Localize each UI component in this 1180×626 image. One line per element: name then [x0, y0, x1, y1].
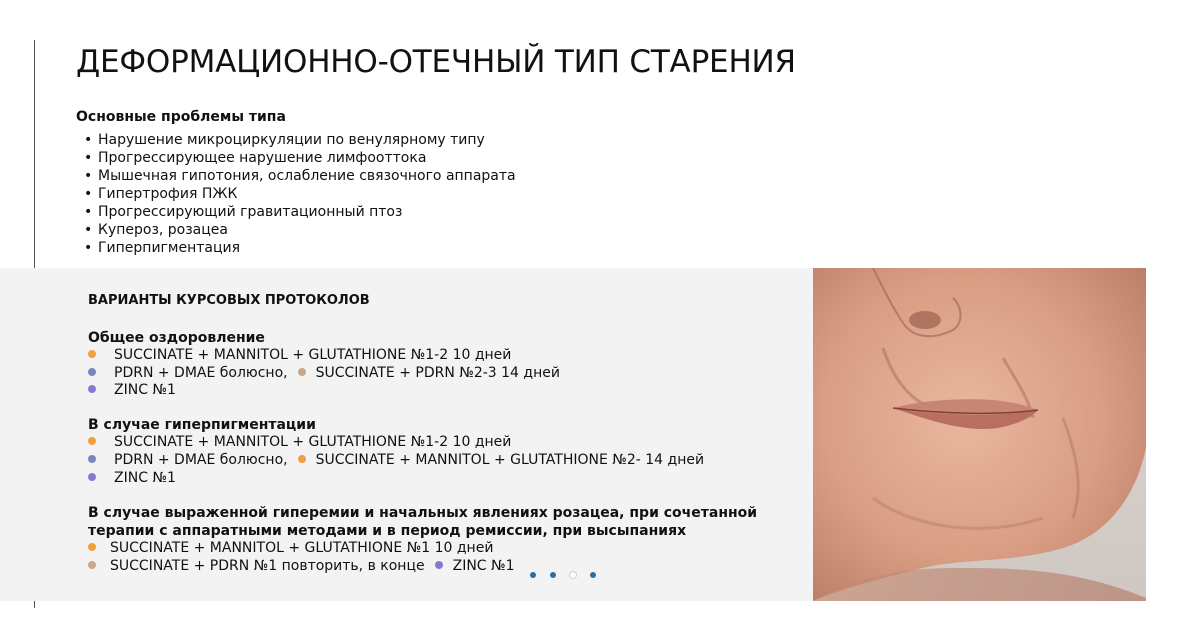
section-title-hyperpigmentation: В случае гиперпигментации [88, 417, 316, 433]
section-title-rosacea-line1: В случае выраженной гиперемии и начальных явлениях розацеа, при сочетанной [88, 505, 758, 521]
purple-dot-icon [435, 561, 443, 569]
pager-dot-active[interactable] [570, 572, 576, 578]
problems-list [84, 131, 516, 257]
protocol-row [88, 347, 511, 364]
purple-dot-icon [88, 385, 96, 393]
list-item: • Гиперпигментация [84, 239, 516, 257]
list-item: • Прогрессирующий гравитационный птоз [84, 203, 516, 221]
protocol-text: SUCCINATE + MANNITOL + GLUTATHIONE №1 10 дней [110, 540, 494, 556]
protocol-text: SUCCINATE + PDRN №1 повторить, в конце [110, 558, 425, 574]
pager-dot[interactable] [550, 572, 556, 578]
protocol-row [88, 558, 515, 575]
face-photo [813, 268, 1146, 601]
list-item: • Мышечная гипотония, ослабление связочного аппарата [84, 167, 516, 185]
blue-dot-icon [88, 368, 96, 376]
protocol-text: SUCCINATE + MANNITOL + GLUTATHIONE №1-2 10 дней [114, 347, 512, 363]
protocol-text: PDRN + DMAE болюсно, [114, 452, 288, 468]
protocol-row [88, 540, 493, 557]
problems-heading: Основные проблемы типа [76, 109, 286, 125]
protocol-row [88, 452, 704, 469]
protocol-row [88, 382, 176, 399]
pager-dot[interactable] [590, 572, 596, 578]
tan-dot-icon [298, 368, 306, 376]
protocol-text: SUCCINATE + PDRN №2-3 14 дней [315, 365, 560, 381]
section-title-general: Общее оздоровление [88, 330, 265, 346]
orange-dot-icon [88, 437, 96, 445]
protocol-text: ZINC №1 [452, 558, 515, 574]
list-item: • Прогрессирующее нарушение лимфооттока [84, 149, 516, 167]
protocol-text: ZINC №1 [114, 470, 176, 486]
protocol-text: SUCCINATE + MANNITOL + GLUTATHIONE №2- 14 дней [315, 452, 705, 468]
page-title: ДЕФОРМАЦИОННО-ОТЕЧНЫЙ ТИП СТАРЕНИЯ [76, 44, 796, 80]
protocol-text: ZINC №1 [114, 382, 176, 398]
tan-dot-icon [88, 561, 96, 569]
section-title-rosacea-line2: терапии с аппаратными методами и в период ремиссии, при высыпаниях [88, 523, 687, 539]
protocols-heading: ВАРИАНТЫ КУРСОВЫХ ПРОТОКОЛОВ [88, 293, 370, 308]
protocol-row [88, 365, 560, 382]
slide-pager[interactable] [530, 572, 596, 578]
list-item: • Гипертрофия ПЖК [84, 185, 516, 203]
pager-dot[interactable] [530, 572, 536, 578]
blue-dot-icon [88, 455, 96, 463]
list-item: • Нарушение микроциркуляции по венулярному типу [84, 131, 516, 149]
purple-dot-icon [88, 473, 96, 481]
protocol-row [88, 470, 176, 487]
protocol-text: PDRN + DMAE болюсно, [114, 365, 288, 381]
protocol-row [88, 434, 511, 451]
orange-dot-icon [298, 455, 306, 463]
orange-dot-icon [88, 350, 96, 358]
protocol-text: SUCCINATE + MANNITOL + GLUTATHIONE №1-2 10 дней [114, 434, 512, 450]
list-item: • Купероз, розацеа [84, 221, 516, 239]
orange-dot-icon [88, 543, 96, 551]
